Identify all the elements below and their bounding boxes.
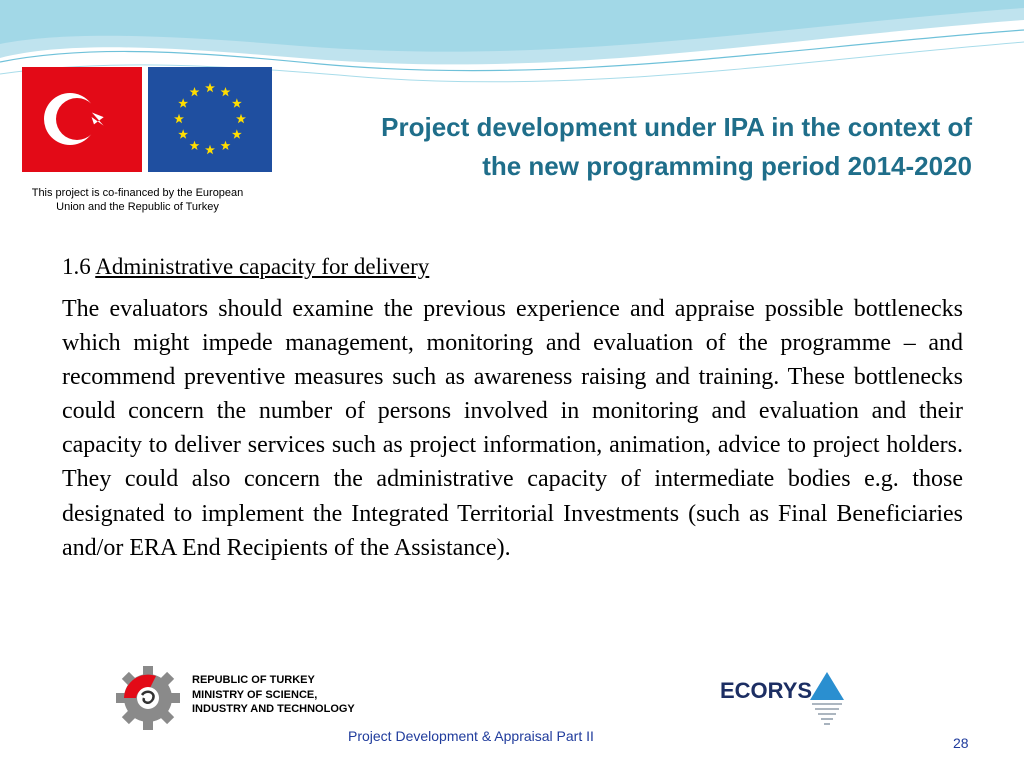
flags-group — [22, 67, 272, 172]
page-number: 28 — [953, 735, 969, 751]
section-heading — [62, 254, 429, 280]
footer-text: Project Development & Appraisal Part II — [348, 728, 594, 744]
ecorys-triangle-icon — [808, 670, 846, 730]
ministry-gear-logo — [108, 664, 188, 730]
cofinance-note: This project is co-financed by the European Union and the Republic of Turkey — [31, 187, 244, 213]
ministry-name: REPUBLIC OF TURKEY MINISTRY OF SCIENCE, INDUSTRY AND TECHNOLOGY — [192, 674, 355, 715]
page-title: Project development under IPA in the context of the new programming period 2014-2020 — [381, 112, 972, 181]
turkey-flag-icon — [22, 67, 142, 172]
body-paragraph: The evaluators should examine the previous experience and appraise possible bottlenecks which might impede management, monitoring and evaluation of the programme – and recommend preventive measures such as awareness raising and training. These bottlenecks could concern the number of persons involved in monitoring and evaluation and their capacity to deliver services such as project information, animation, advice to project holders. They could also concern the administrative capacity of intermediate bodies e.g. those designated to implement the Integrated Territorial Investments (such as Final Beneficiaries and/or ERA End Recipients of the Assistance). — [62, 296, 963, 561]
ecorys-logo-text: ECORYS — [720, 678, 813, 703]
section-number: 1.6 — [62, 254, 91, 279]
eu-flag-icon — [148, 67, 272, 172]
section-heading-text: Administrative capacity for delivery — [95, 254, 430, 279]
